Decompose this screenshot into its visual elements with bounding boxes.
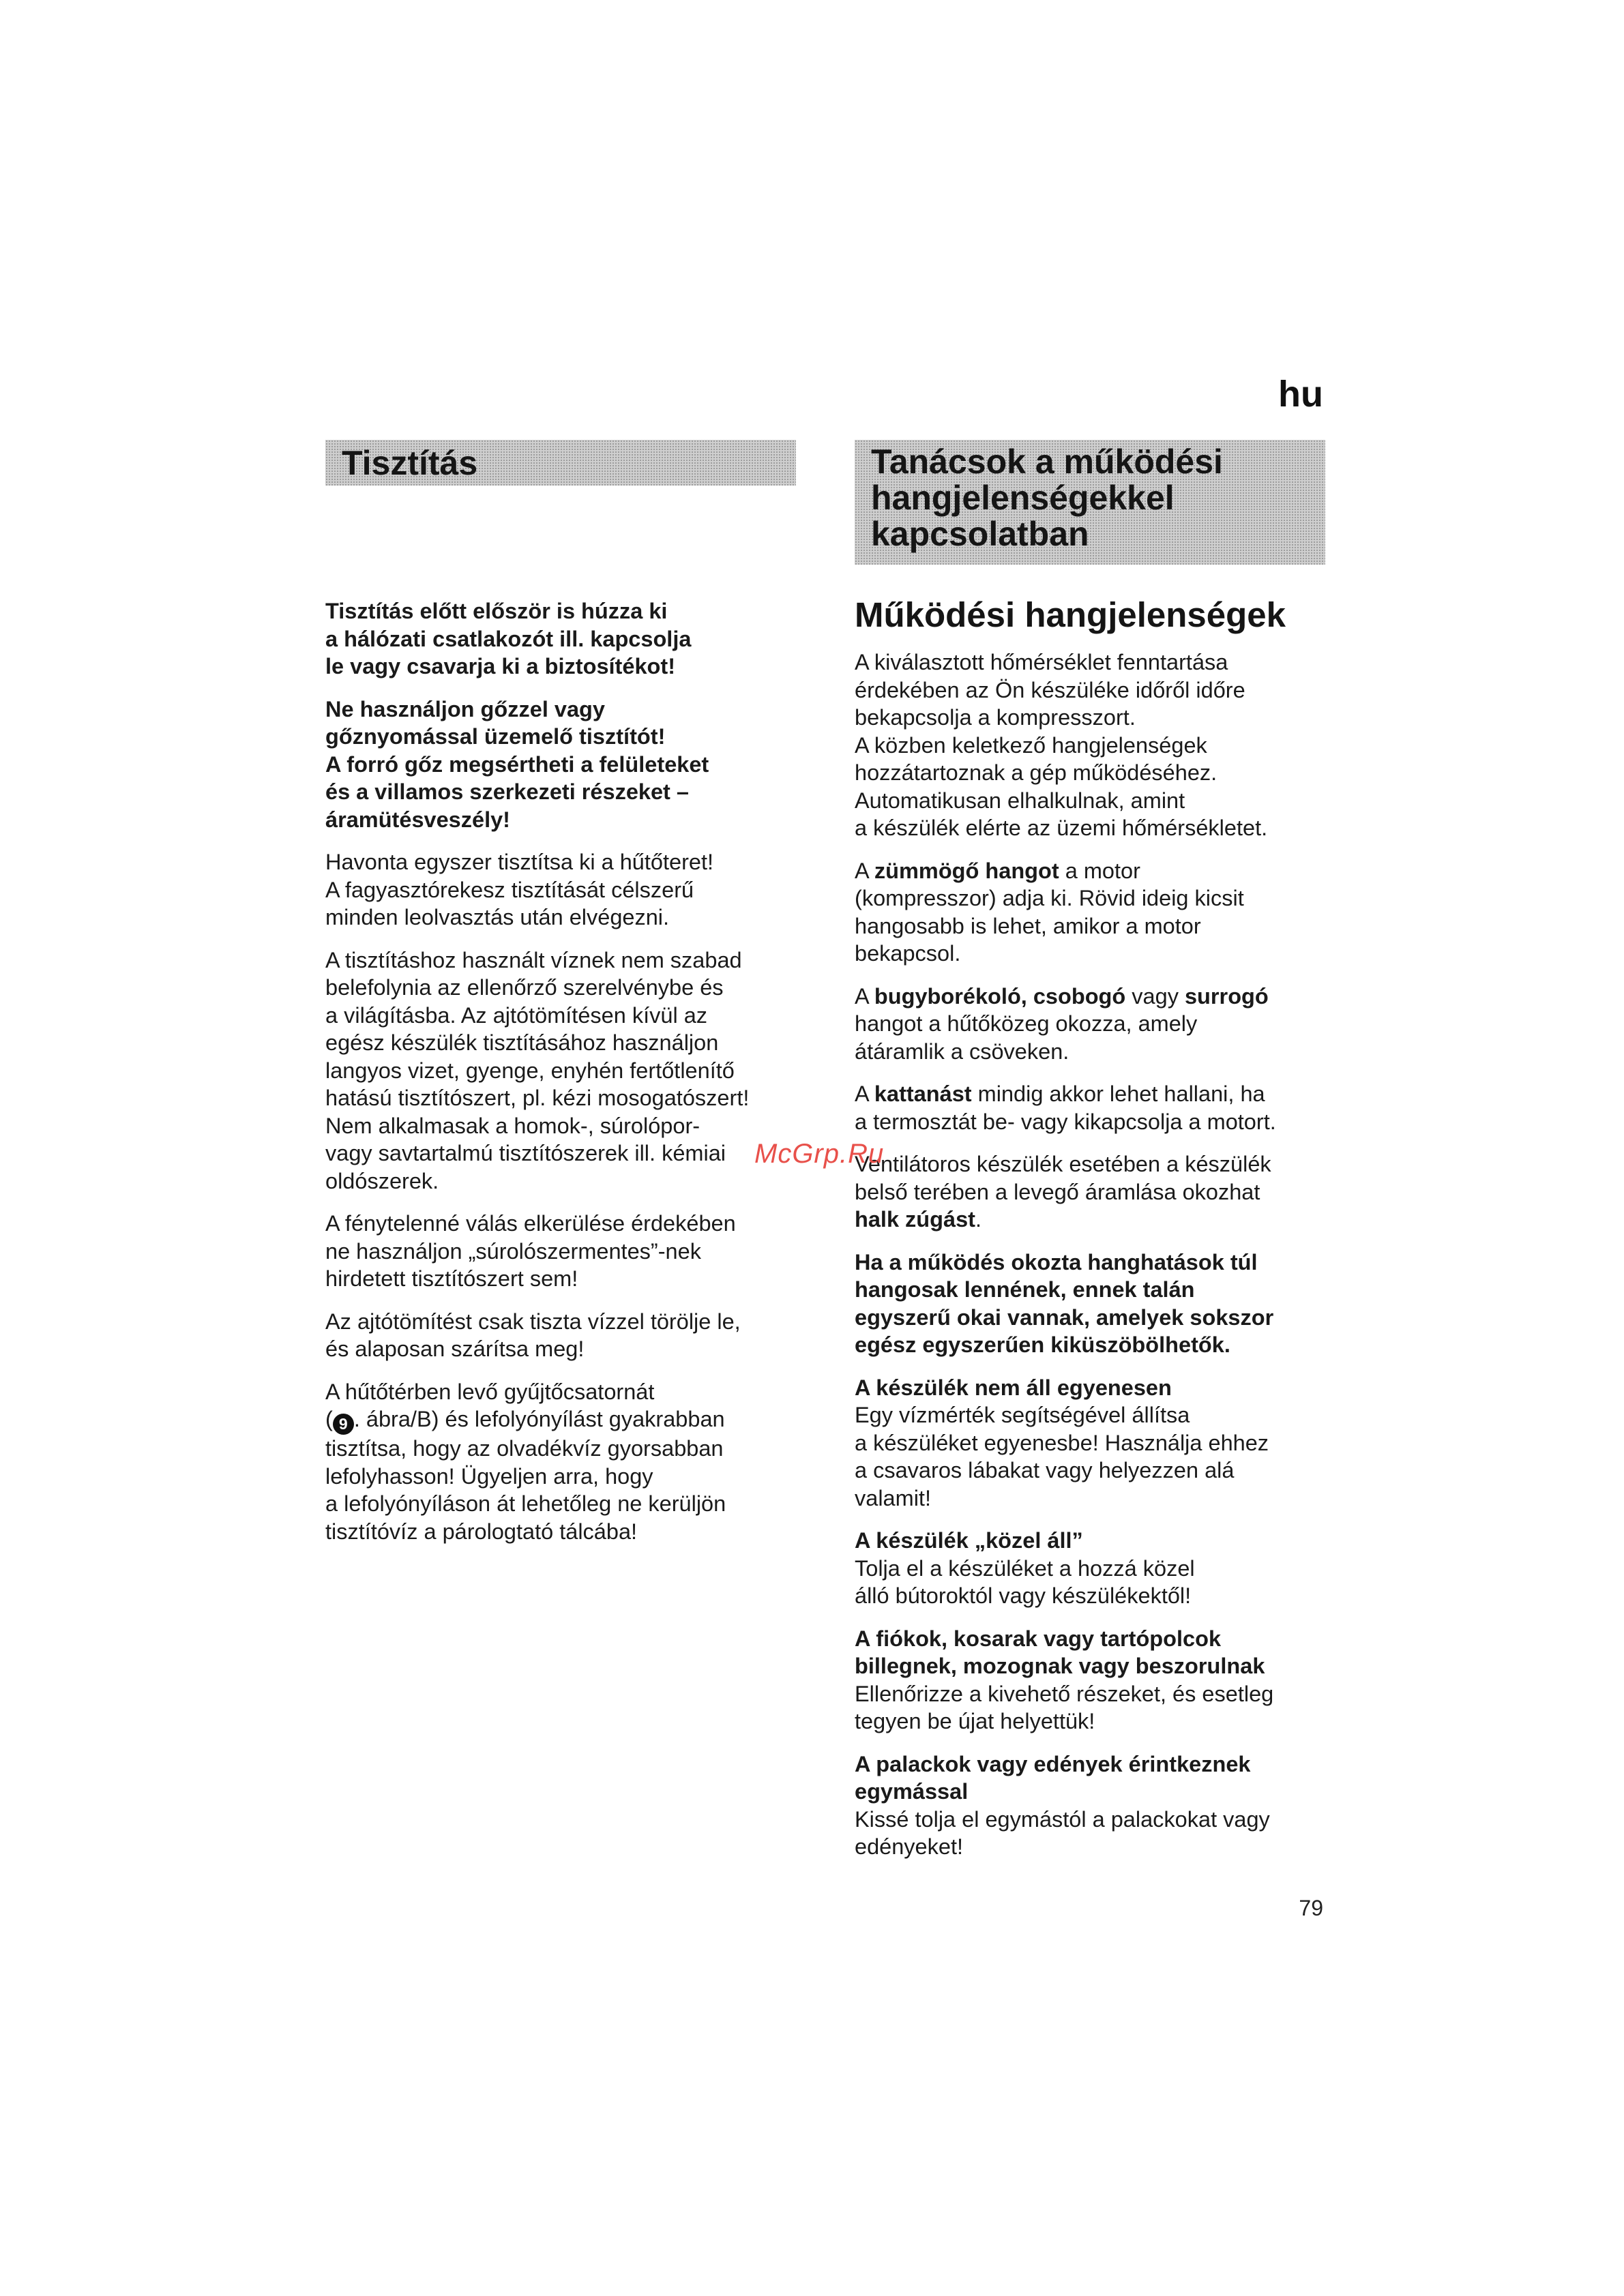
humming-paragraph: A zümmögő hangot a motor (kompresszor) adja ki. Rövid ideig kicsit hangosabb is lehet, amikor a motor bekapcsol. xyxy=(855,858,1244,966)
bottles-touch-paragraph: A palackok vagy edények érintkeznek egymással Kissé tolja el egymástól a palackokat vagy edényeket! xyxy=(855,1751,1270,1859)
noise-tips-body xyxy=(855,648,1325,1876)
warning-steam: Ne használjon gőzzel vagy gőznyomással üzemelő tisztítót! A forró gőz megsértheti a felületeket és a villamos szerkezeti részeket – áramütésveszély! xyxy=(325,696,709,832)
cleaning-heading xyxy=(325,440,796,486)
compressor-intro-paragraph: A kiválasztott hőmérséklet fenntartása érdekében az Ön készüléke időről időre bekapcsolja a kompresszort. A közben keletkező hangjelenségek hozzátartoznak a gép működéséhez. Automatikusan elhalkulnak, amint a készülék elérte az üzemi hőmérsékletet. xyxy=(855,650,1268,840)
watermark: McGrp.Ru xyxy=(754,1139,885,1169)
monthly-cleaning-paragraph: Havonta egyszer tisztítsa ki a hűtőteret! A fagyasztórekesz tisztítását célszerű minden leolvasztás után elvégezni. xyxy=(325,850,714,929)
loud-noise-intro: Ha a működés okozta hanghatások túl hangosak lennének, ennek talán egyszerű okai vannak, amelyek sokszor egész egyszerűen kiküszöbölhetők. xyxy=(855,1249,1274,1357)
language-code: hu xyxy=(1278,374,1323,415)
matte-warning-paragraph: A fénytelenné válás elkerülése érdekében ne használjon „súrolószermentes”-nek hirdetett tisztítószert sem! xyxy=(325,1211,736,1291)
warning-unplug: Tisztítás előtt először is húzza ki a hálózati csatlakozót ill. kapcsolja le vagy csavarja ki a biztosítékot! xyxy=(325,599,692,679)
figure-number-badge: 9 xyxy=(333,1414,354,1435)
operating-noises-title: Működési hangjelenségek xyxy=(855,595,1286,634)
cleaning-heading-text: Tisztítás xyxy=(342,444,478,482)
cleaning-body xyxy=(325,597,796,1560)
not-level-paragraph: A készülék nem áll egyenesen Egy vízmérték segítségével állítsa a készüléket egyenesbe! Használja ehhez a csavaros lábakat vagy helyezzen alá valamit! xyxy=(855,1375,1269,1510)
clicking-paragraph: A kattanást mindig akkor lehet hallani, ha a termosztát be- vagy kikapcsolja a motort. xyxy=(855,1082,1276,1134)
noise-tips-heading: Tanácsok a működési hangjelenségekkel kapcsolatban xyxy=(855,440,1325,565)
too-close-paragraph: A készülék „közel áll” Tolja el a készüléket a hozzá közel álló bútoroktól vagy készülékektől! xyxy=(855,1528,1195,1608)
page-number: 79 xyxy=(1299,1896,1323,1920)
cleaning-water-paragraph: A tisztításhoz használt víznek nem szabad belefolynia az ellenőrző szerelvénybe és a világításba. Az ajtótömítésen kívül az egész készülék tisztításához használjon langyos vizet, gyenge, enyhén fertőtlenítő hatású tisztítószert, pl. kézi mosogatószert! Nem alkalmasak a homok-, súrolópor- vagy savtartalmú tisztítószerek ill. kémiai oldószerek. xyxy=(325,947,750,1193)
door-seal-paragraph: Az ajtótömítést csak tiszta vízzel törölje le, és alaposan szárítsa meg! xyxy=(325,1309,741,1361)
fan-noise-paragraph: Ventilátoros készülék esetében a készülék belső terében a levegő áramlása okozhat halk zúgást. xyxy=(855,1152,1271,1232)
drain-channel-paragraph: A hűtőtérben levő gyűjtőcsatornát ( 9 . ábra/B) és lefolyónyílást gyakrabban tisztítsa, hogy az olvadékvíz gyorsabban lefolyhasson! Ügyeljen arra, hogy a lefolyónyíláson át lehetőleg ne kerüljön tisztítóvíz a párologtató tálcába! xyxy=(325,1379,726,1544)
drawers-wobble-paragraph: A fiókok, kosarak vagy tartópolcok billegnek, mozognak vagy beszorulnak Ellenőrizze a kivehető részeket, és esetleg tegyen be újat helyettük! xyxy=(855,1626,1274,1733)
bubbling-paragraph: A bugyborékoló, csobogó vagy surrogó hangot a hűtőközeg okozza, amely átáramlik a csöveken. xyxy=(855,983,1269,1064)
